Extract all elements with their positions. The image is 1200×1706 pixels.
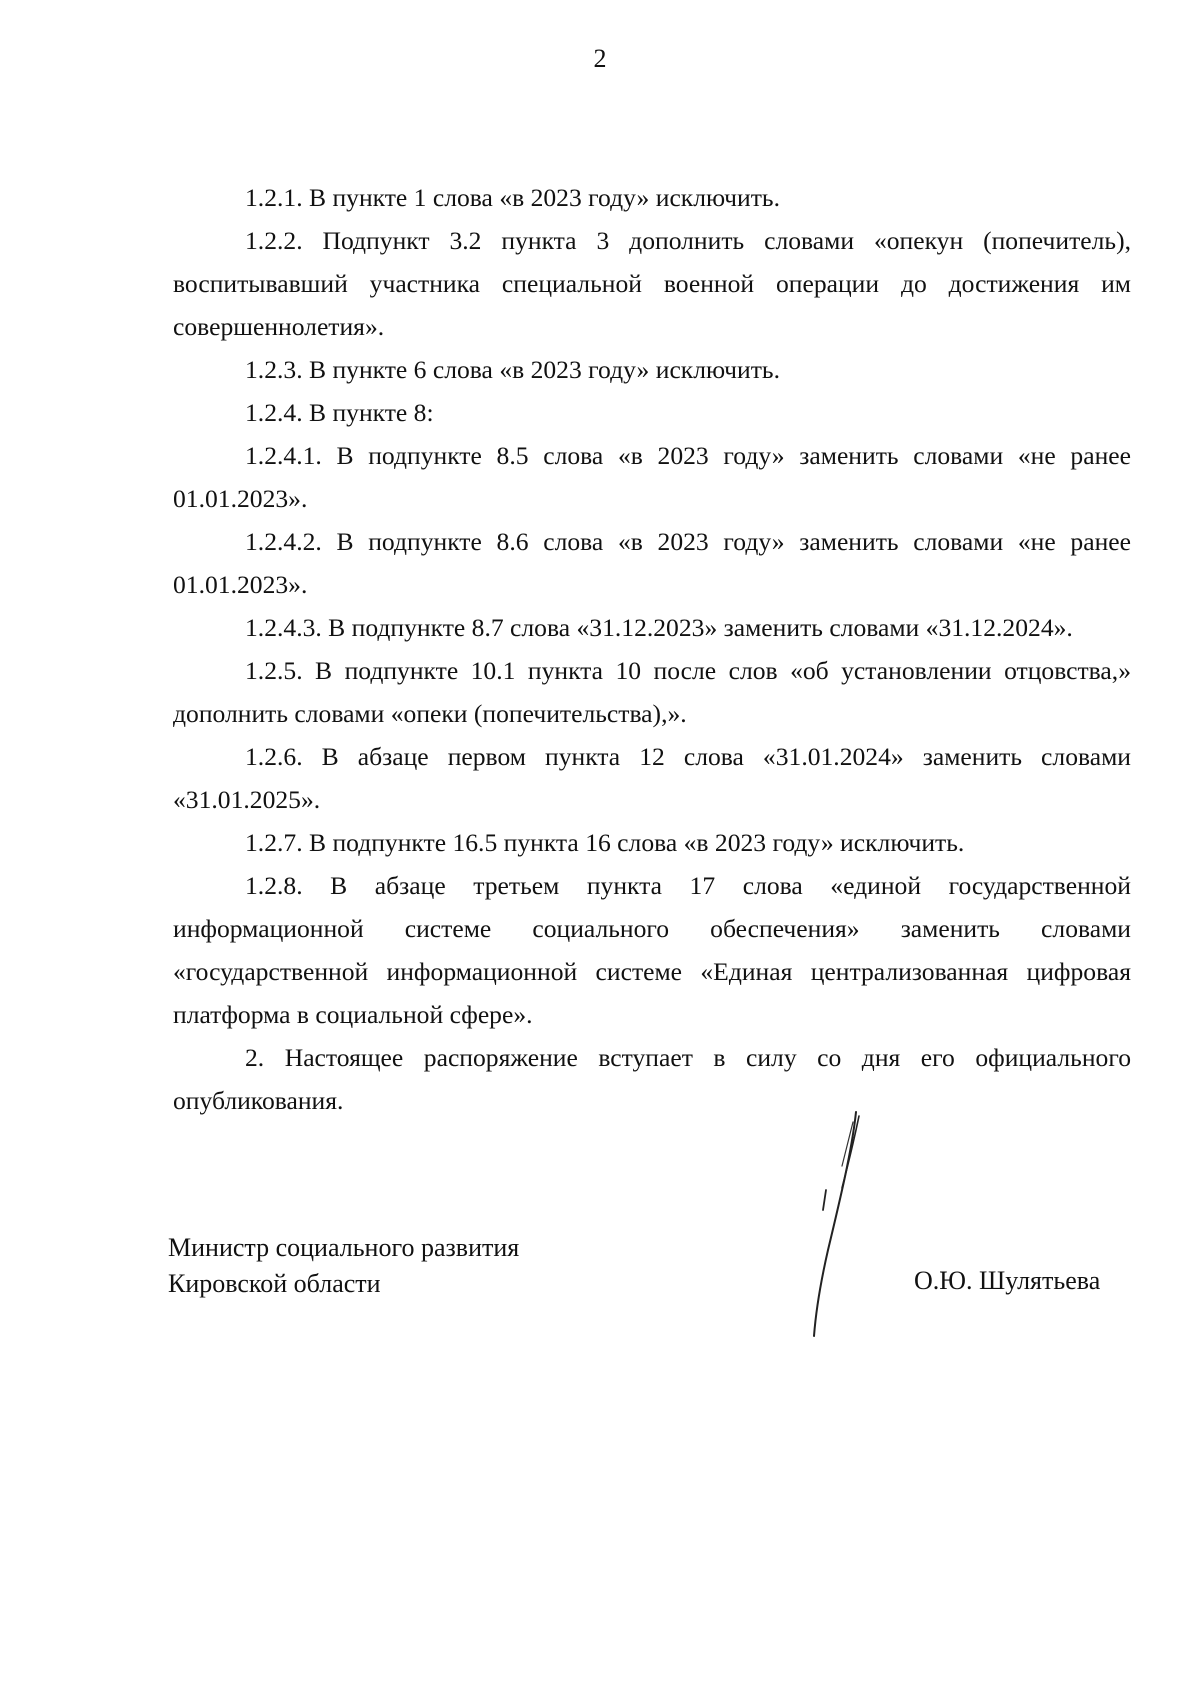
handwritten-signature (780, 1110, 870, 1340)
paragraph-1-2-6: 1.2.6. В абзаце первом пункта 12 слова «31.01.2024» заменить словами «31.01.2025». (173, 742, 1131, 814)
paragraph-1-2-4: 1.2.4. В пункте 8: (245, 398, 434, 427)
paragraph-1-2-4-2: 1.2.4.2. В подпункте 8.6 слова «в 2023 году» заменить словами «не ранее 01.01.2023». (173, 527, 1131, 599)
signatory-region: Кировской области (168, 1269, 381, 1298)
document-body (173, 176, 1131, 1122)
paragraph-1-2-8: 1.2.8. В абзаце третьем пункта 17 слова «единой государственной информационной системе социального обеспечения» заменить словами «государственной информационной системе «Единая централизованная цифровая платформа в социальной сфере». (173, 871, 1131, 1029)
paragraph-1-2-3: 1.2.3. В пункте 6 слова «в 2023 году» исключить. (245, 355, 780, 384)
paragraph-1-2-4-1: 1.2.4.1. В подпункте 8.5 слова «в 2023 году» заменить словами «не ранее 01.01.2023». (173, 441, 1131, 513)
signatory-position: Министр социального развития (168, 1233, 520, 1262)
signatory-name: О.Ю. Шулятьева (914, 1266, 1101, 1295)
paragraph-1-2-2: 1.2.2. Подпункт 3.2 пункта 3 дополнить словами «опекун (попечитель), воспитывавший участника специальной военной операции до достижения им совершеннолетия». (173, 226, 1131, 341)
paragraph-1-2-5: 1.2.5. В подпункте 10.1 пункта 10 после слов «об установлении отцовства,» дополнить словами «опеки (попечительства),». (173, 656, 1131, 728)
paragraph-1-2-1: 1.2.1. В пункте 1 слова «в 2023 году» исключить. (245, 183, 780, 212)
paragraph-1-2-4-3: 1.2.4.3. В подпункте 8.7 слова «31.12.2023» заменить словами «31.12.2024». (245, 613, 1073, 642)
signatory-title (168, 1230, 519, 1302)
page-number: 2 (593, 44, 607, 73)
paragraph-2: 2. Настоящее распоряжение вступает в силу со дня его официального опубликования. (173, 1043, 1131, 1115)
paragraph-1-2-7: 1.2.7. В подпункте 16.5 пункта 16 слова «в 2023 году» исключить. (245, 828, 965, 857)
